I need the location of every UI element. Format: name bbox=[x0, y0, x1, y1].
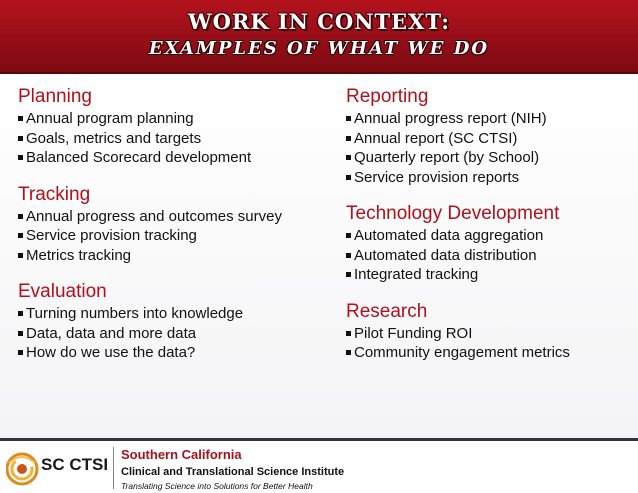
slide-footer bbox=[0, 441, 638, 493]
section bbox=[18, 184, 333, 266]
logo-wordmark: SC CTSI bbox=[41, 455, 109, 474]
section-title: Evaluation bbox=[18, 281, 107, 302]
org-name: Southern California bbox=[121, 447, 242, 462]
square-bullet-icon bbox=[18, 233, 23, 238]
square-bullet-icon bbox=[346, 331, 351, 336]
bullet-text: Annual program planning bbox=[26, 110, 194, 127]
bullet-item bbox=[346, 148, 631, 168]
square-bullet-icon bbox=[18, 214, 23, 219]
bullet-text: Balanced Scorecard development bbox=[26, 149, 252, 166]
square-bullet-icon bbox=[18, 350, 23, 355]
square-bullet-icon bbox=[346, 350, 351, 355]
bullet-text: Annual progress and outcomes survey bbox=[26, 207, 282, 225]
slide-header bbox=[0, 0, 638, 74]
bullet-text: Data, data and more data bbox=[26, 324, 197, 342]
slide-content bbox=[0, 74, 638, 438]
bullet-text: How do we use the data? bbox=[26, 344, 196, 361]
bullet-item bbox=[346, 324, 631, 344]
bullet-text: Automated data aggregation bbox=[354, 227, 544, 244]
square-bullet-icon bbox=[18, 311, 23, 316]
bullet-text: Goals, metrics and targets bbox=[26, 129, 202, 147]
section-title: Reporting bbox=[346, 86, 429, 107]
square-bullet-icon bbox=[346, 175, 351, 180]
bullet-text: Quarterly report (by School) bbox=[354, 149, 540, 166]
bullet-item bbox=[346, 129, 631, 149]
bullet-item bbox=[346, 168, 631, 188]
sc-ctsi-logo bbox=[6, 449, 116, 489]
bullet-item bbox=[18, 324, 333, 344]
org-block bbox=[121, 447, 344, 492]
bullet-item bbox=[18, 226, 333, 246]
bullet-item bbox=[18, 148, 333, 168]
bullet-item bbox=[346, 343, 631, 363]
bullet-text: Service provision reports bbox=[354, 168, 520, 186]
bullet-text: Metrics tracking bbox=[26, 246, 132, 264]
section-title: Tracking bbox=[18, 183, 91, 205]
sun-swirl-icon bbox=[6, 449, 42, 489]
bullet-text: Turning numbers into knowledge bbox=[26, 305, 244, 322]
bullet-text: Service provision tracking bbox=[26, 227, 197, 244]
section-title: Planning bbox=[18, 86, 92, 107]
bullet-item bbox=[18, 207, 333, 227]
section bbox=[18, 281, 333, 363]
square-bullet-icon bbox=[346, 116, 351, 121]
square-bullet-icon bbox=[18, 155, 23, 160]
slide-title: WORK IN CONTEXT: bbox=[188, 9, 450, 34]
bullet-text: Annual report (SC CTSI) bbox=[354, 129, 518, 147]
square-bullet-icon bbox=[346, 155, 351, 160]
square-bullet-icon bbox=[18, 331, 23, 336]
slide-subtitle: EXAMPLES OF WHAT WE DO bbox=[148, 38, 490, 59]
section bbox=[346, 301, 631, 363]
square-bullet-icon bbox=[346, 253, 351, 258]
bullet-text: Pilot Funding ROI bbox=[354, 324, 473, 342]
section-title: Research bbox=[346, 300, 428, 322]
bullet-item bbox=[18, 246, 333, 266]
square-bullet-icon bbox=[346, 136, 351, 141]
bullet-item bbox=[18, 109, 333, 129]
bullet-item bbox=[346, 246, 631, 266]
bullet-item bbox=[346, 265, 631, 285]
bullet-item bbox=[18, 129, 333, 149]
square-bullet-icon bbox=[18, 116, 23, 121]
bullet-text: Annual progress report (NIH) bbox=[354, 110, 547, 127]
org-institute: Clinical and Translational Science Institute bbox=[121, 466, 345, 478]
bullet-item bbox=[346, 226, 631, 246]
bullet-text: Integrated tracking bbox=[354, 266, 479, 283]
left-column bbox=[18, 86, 333, 379]
bullet-item bbox=[18, 304, 333, 324]
bullet-text: Community engagement metrics bbox=[354, 344, 570, 361]
bullet-item bbox=[346, 109, 631, 129]
bullet-text: Automated data distribution bbox=[354, 246, 537, 264]
square-bullet-icon bbox=[346, 233, 351, 238]
right-column bbox=[346, 86, 631, 379]
square-bullet-icon bbox=[346, 272, 351, 277]
org-tagline: Translating Science into Solutions for Better Health bbox=[121, 481, 313, 491]
square-bullet-icon bbox=[18, 136, 23, 141]
footer-logo-divider bbox=[113, 447, 114, 489]
square-bullet-icon bbox=[18, 253, 23, 258]
section bbox=[346, 86, 631, 187]
section bbox=[346, 203, 631, 285]
section bbox=[18, 86, 333, 168]
section-title: Technology Development bbox=[346, 203, 560, 224]
bullet-item bbox=[18, 343, 333, 363]
